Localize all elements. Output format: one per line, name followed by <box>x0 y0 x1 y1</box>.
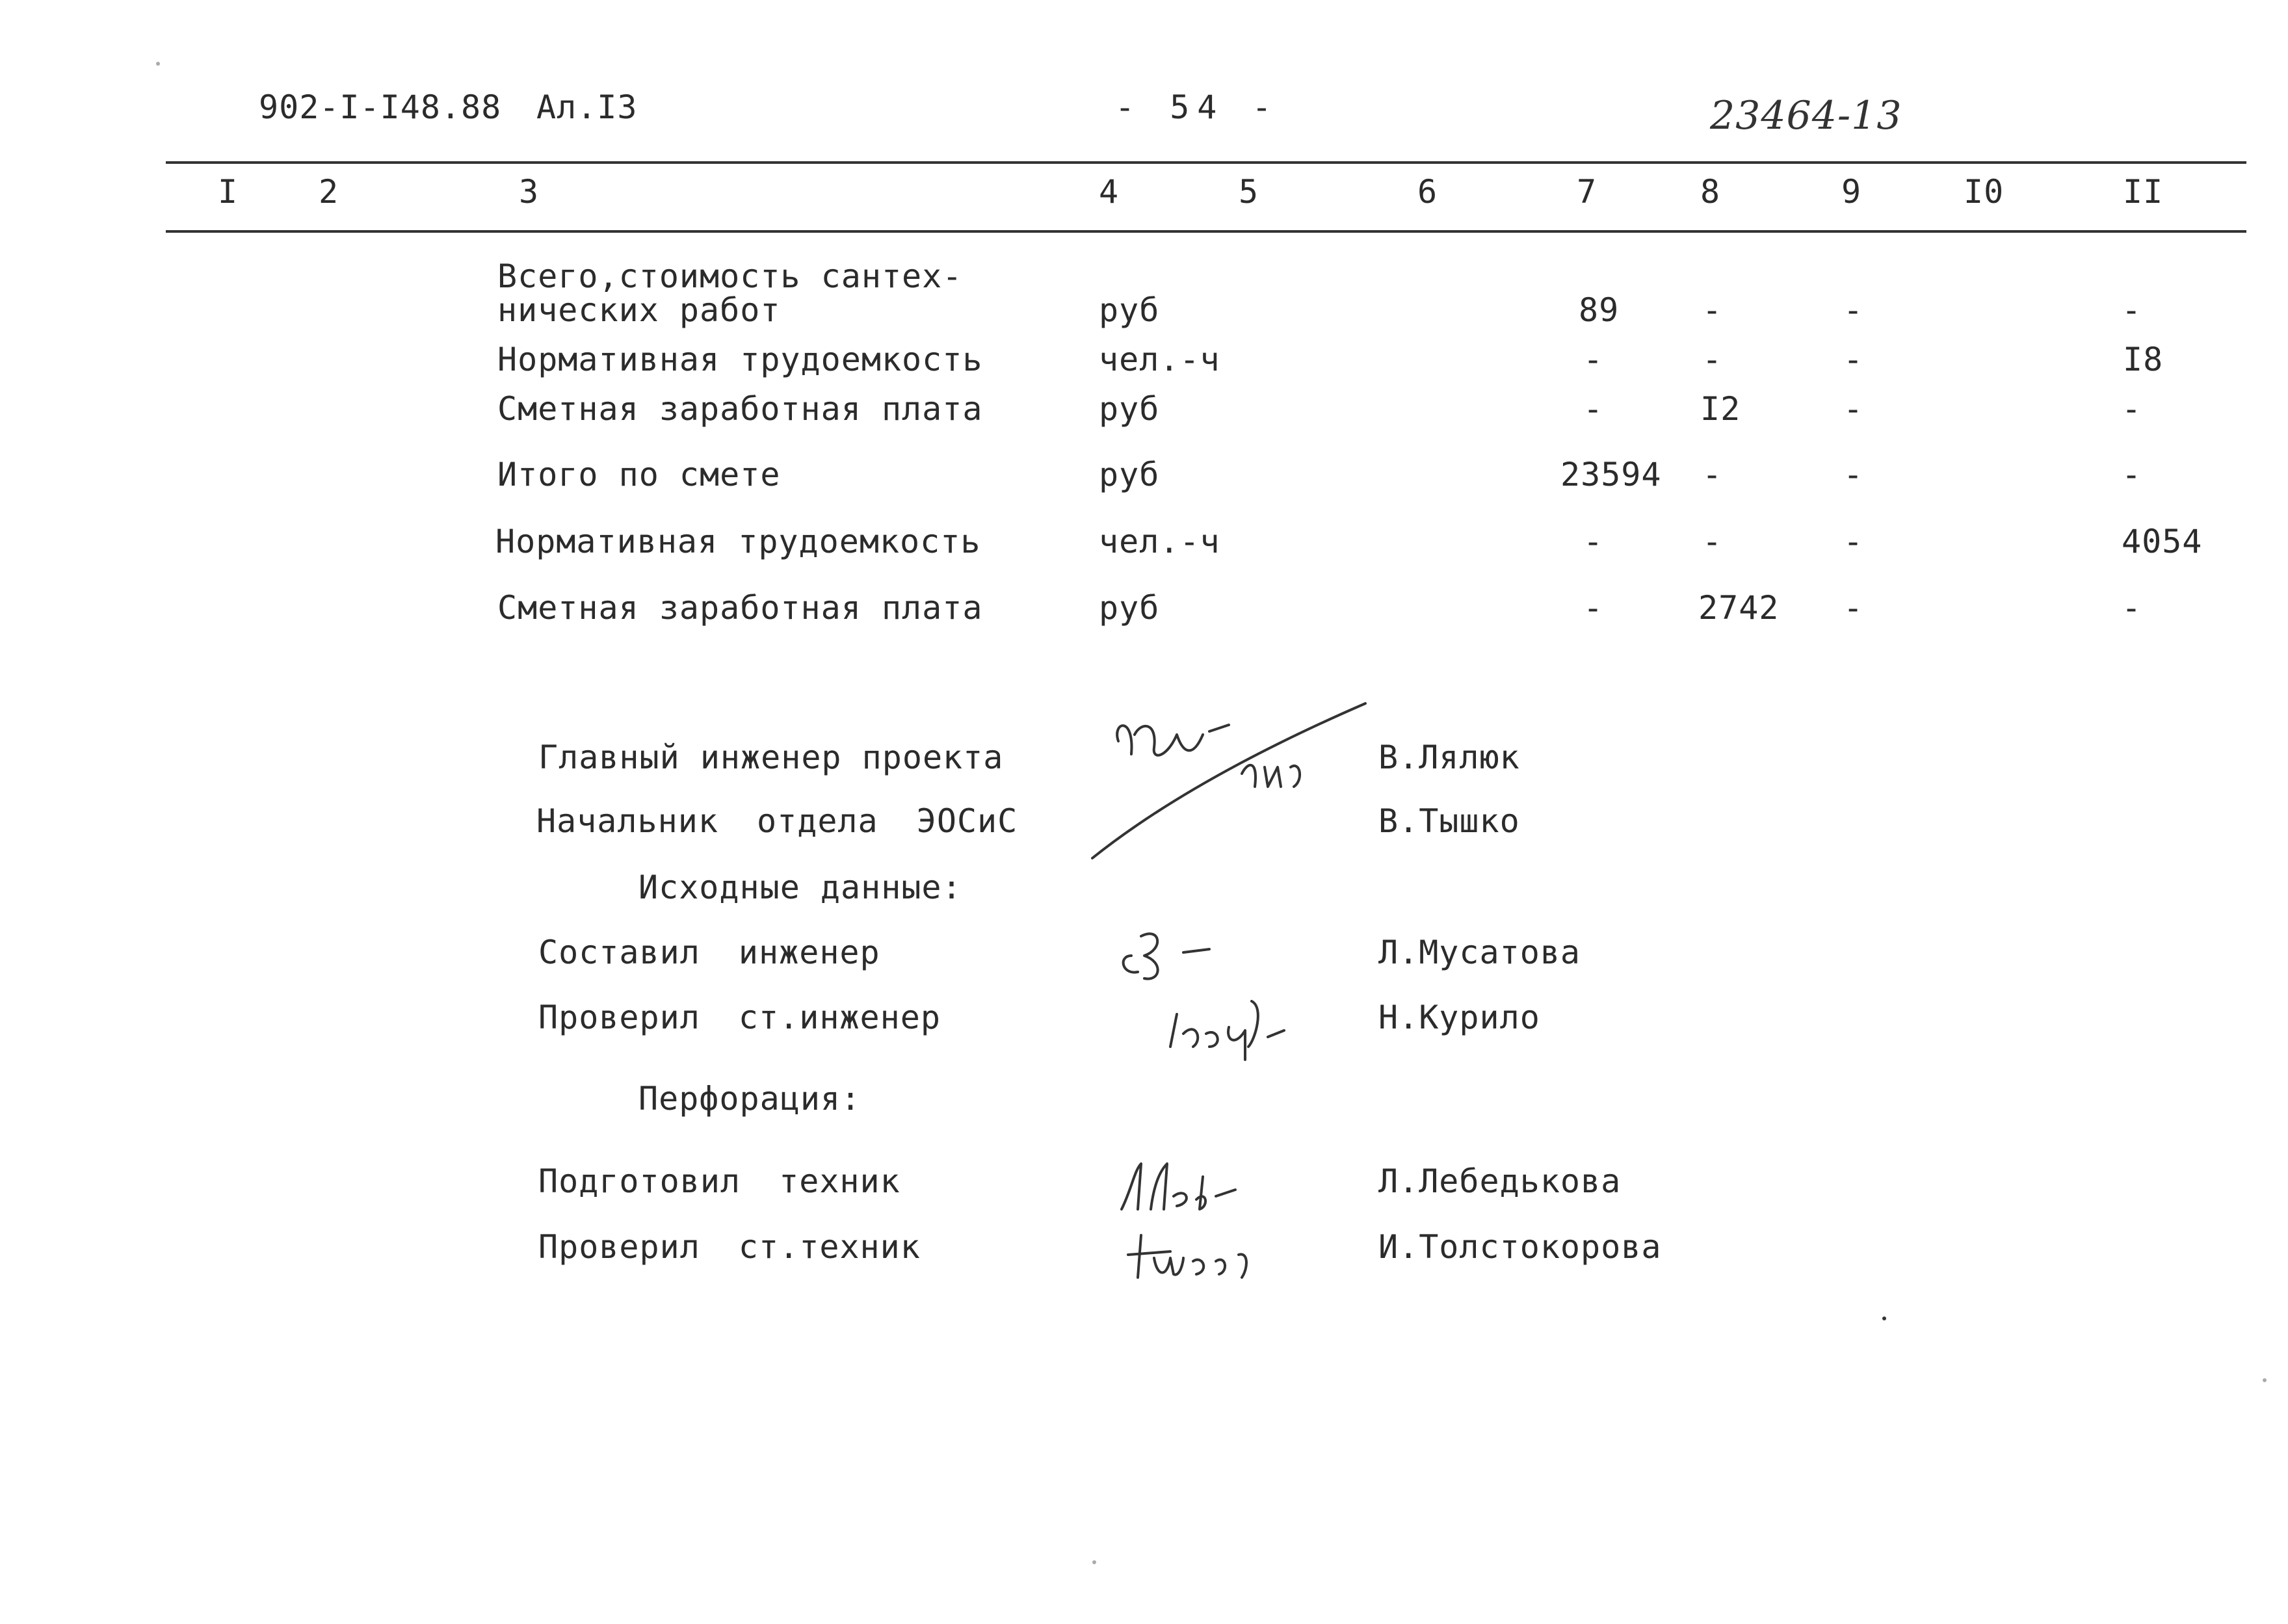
column-header: 3 <box>519 173 540 211</box>
document-code: 902-I-I48.88 <box>259 88 502 126</box>
row-name: Сметная заработная плата <box>497 390 983 428</box>
column-header: 5 <box>1239 173 1259 211</box>
scan-speck <box>1882 1316 1886 1320</box>
row-name: Нормативная трудоемкость <box>495 523 981 560</box>
column-header: 4 <box>1099 173 1120 211</box>
cell-col7: - <box>1583 589 1604 627</box>
column-header: 8 <box>1700 173 1721 211</box>
cell-col7: 23594 <box>1560 456 1662 493</box>
chief-engineer-title: Главный инженер проекта <box>538 739 1004 776</box>
row-name: Итого по смете <box>497 456 781 493</box>
cell-col11: 4054 <box>2122 523 2203 560</box>
prepared-by-title: Подготовил техник <box>538 1162 901 1200</box>
handwritten-doc-number: 23464-13 <box>1710 93 1902 138</box>
checked-by-name: Н.Курило <box>1378 999 1540 1036</box>
signature-checked-tech <box>1118 1216 1274 1287</box>
cell-col8: - <box>1702 341 1723 378</box>
cell-col11: - <box>2122 291 2142 329</box>
cell-col8: I2 <box>1700 390 1741 428</box>
cell-col9: - <box>1843 341 1864 378</box>
page-number: - 54 - <box>1115 88 1280 126</box>
row-unit: руб <box>1099 589 1160 627</box>
column-header: 9 <box>1841 173 1862 211</box>
column-header: 6 <box>1417 173 1438 211</box>
source-data-heading: Исходные данные: <box>638 869 962 906</box>
cell-col8: - <box>1702 456 1723 493</box>
cell-col8: - <box>1702 523 1723 560</box>
cell-col7: - <box>1583 390 1604 428</box>
cell-col11: - <box>2122 589 2142 627</box>
composed-by-title: Составил инженер <box>538 934 880 971</box>
cell-col11: - <box>2122 390 2142 428</box>
checked-by-title: Проверил ст.инженер <box>538 999 941 1036</box>
cell-col7: 89 <box>1579 291 1620 329</box>
cell-col7: - <box>1583 341 1604 378</box>
signature-prepared-by <box>1105 1151 1261 1222</box>
table-top-rule <box>166 161 2246 164</box>
perforation-heading: Перфорация: <box>638 1080 861 1118</box>
row-name: Всего,стоимость сантех- <box>497 257 963 295</box>
signature-checked-by <box>1157 975 1300 1073</box>
cell-col11: - <box>2122 456 2142 493</box>
column-header: I <box>218 173 239 211</box>
signature-chief-engineer <box>1079 696 1378 871</box>
row-unit: чел.-ч <box>1099 523 1220 560</box>
chief-engineer-name: В.Лялюк <box>1378 739 1520 776</box>
cell-col11: I8 <box>2123 341 2164 378</box>
column-header: 7 <box>1577 173 1598 211</box>
row-unit: руб <box>1099 291 1160 329</box>
row-unit: руб <box>1099 390 1160 428</box>
scan-speck <box>156 62 160 66</box>
department-head-name: В.Тышко <box>1378 802 1520 840</box>
checked-tech-name: И.Толстокорова <box>1378 1228 1662 1266</box>
row-name: Нормативная трудоемкость <box>497 341 983 378</box>
checked-tech-title: Проверил ст.техник <box>538 1228 921 1266</box>
row-unit: чел.-ч <box>1099 341 1220 378</box>
prepared-by-name: Л.Лебедькова <box>1378 1162 1622 1200</box>
cell-col9: - <box>1843 390 1864 428</box>
row-name: нических работ <box>497 291 781 329</box>
cell-col8: 2742 <box>1698 589 1780 627</box>
row-unit: руб <box>1099 456 1160 493</box>
column-header: 2 <box>319 173 339 211</box>
cell-col9: - <box>1843 291 1864 329</box>
department-head-title: Начальник отдела ЭОСиС <box>536 802 1018 840</box>
cell-col9: - <box>1843 456 1864 493</box>
column-header: II <box>2123 173 2164 211</box>
cell-col9: - <box>1843 523 1864 560</box>
column-header: I0 <box>1964 173 2005 211</box>
cell-col8: - <box>1702 291 1723 329</box>
cell-col7: - <box>1583 523 1604 560</box>
scan-speck <box>2263 1378 2267 1382</box>
cell-col9: - <box>1843 589 1864 627</box>
sheet-number: Ал.I3 <box>536 88 638 126</box>
row-name: Сметная заработная плата <box>497 589 983 627</box>
composed-by-name: Л.Мусатова <box>1378 934 1581 971</box>
table-header-rule <box>166 230 2246 233</box>
scan-speck <box>1092 1560 1096 1564</box>
